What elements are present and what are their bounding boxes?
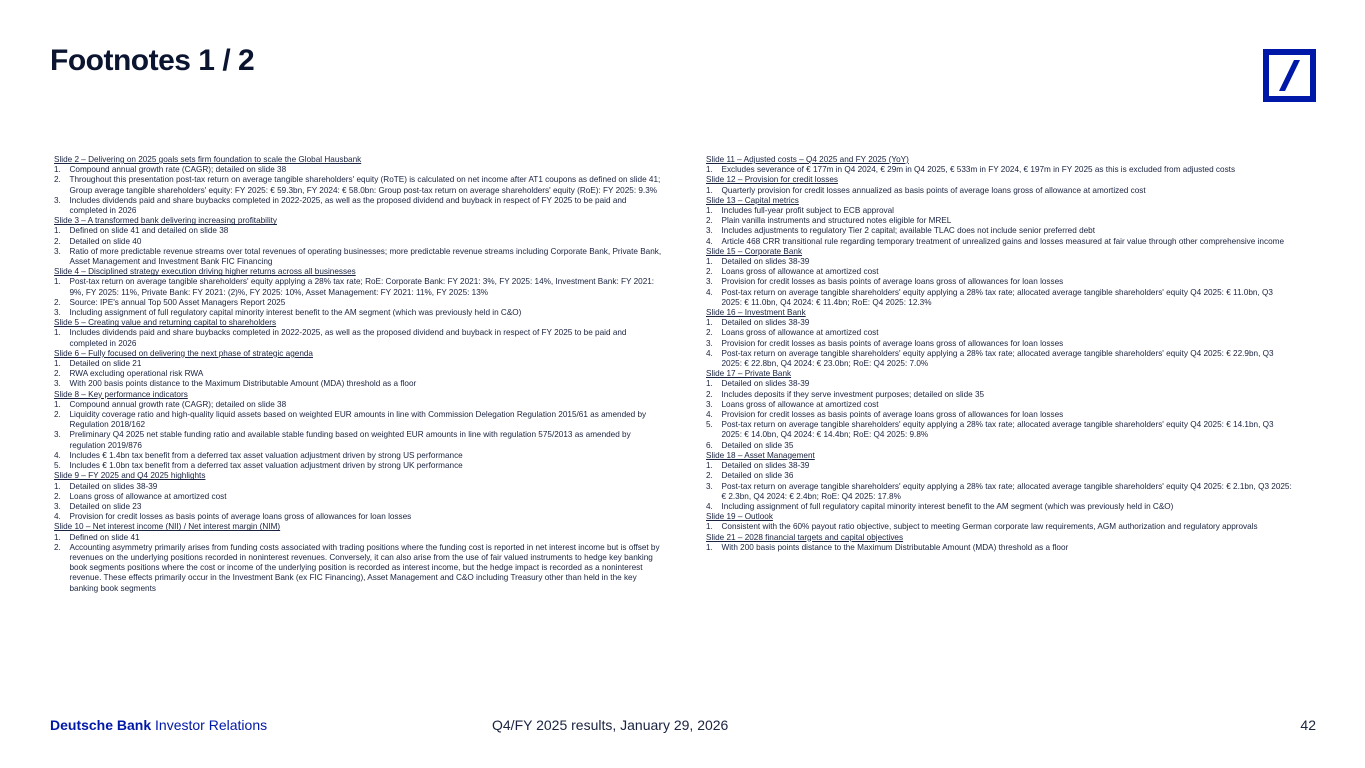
footnote-text: Detailed on slide 36 bbox=[721, 471, 794, 481]
footnote-text: Loans gross of allowance at amortized cost bbox=[721, 399, 879, 409]
footnote-item bbox=[706, 349, 1292, 369]
footnote-number: 2. bbox=[54, 369, 61, 379]
logo-slash-icon bbox=[1263, 49, 1316, 102]
footnote-item bbox=[54, 359, 666, 369]
footnote-text: Detailed on slides 38-39 bbox=[721, 461, 810, 471]
footnote-number: 1. bbox=[706, 542, 713, 552]
section-heading: Slide 2 – Delivering on 2025 goals sets firm foundation to scale the Global Hausbank bbox=[54, 155, 362, 164]
footnote-text: Post-tax return on average tangible shareholders' equity applying a 28% tax rate; allocated average tangible shareholders' equity Q4 2025: € 22.9bn, Q3 2025: € 22.8bn, Q4 2024: € 23.0bn; RoE: Q4 2025: 7.0% bbox=[721, 348, 1274, 369]
footnote-number: 4. bbox=[706, 501, 713, 511]
footnote-text: Includes € 1.0bn tax benefit from a deferred tax asset valuation adjustment driven by strong UK performance bbox=[69, 461, 463, 471]
footnote-item bbox=[706, 522, 1292, 532]
footnote-number: 1. bbox=[54, 165, 61, 175]
footnote-text: Detailed on slide 21 bbox=[69, 359, 142, 369]
footnote-text: Provision for credit losses as basis points of average loans gross of allowances for loan losses bbox=[721, 338, 1064, 348]
footnote-item bbox=[706, 400, 1292, 410]
footer-brand-name: Deutsche Bank bbox=[50, 717, 152, 733]
footnote-number: 3. bbox=[706, 226, 713, 236]
footnote-item bbox=[54, 410, 666, 430]
footnote-text: Includes full-year profit subject to ECB approval bbox=[721, 206, 894, 216]
footnote-number: 2. bbox=[706, 267, 713, 277]
footnote-item bbox=[54, 308, 666, 318]
footnote-text: Detailed on slides 38-39 bbox=[721, 379, 810, 389]
footnote-number: 2. bbox=[706, 389, 713, 399]
footnote-item bbox=[54, 543, 666, 594]
footnote-item bbox=[706, 420, 1292, 440]
section-heading: Slide 16 – Investment Bank bbox=[706, 308, 806, 318]
footer-brand-suffix: Investor Relations bbox=[151, 717, 268, 733]
footnote-number: 2. bbox=[706, 216, 713, 226]
section-heading: Slide 21 – 2028 financial targets and capital objectives bbox=[706, 532, 904, 542]
footnote-number: 1. bbox=[706, 165, 713, 175]
footnote-text: Defined on slide 41 and detailed on slide 38 bbox=[69, 226, 229, 236]
section-heading: Slide 13 – Capital metrics bbox=[706, 195, 799, 205]
footnote-text: Liquidity coverage ratio and high-quality liquid assets based on weighted EUR amounts in line with Commission Delegation Regulation 2015/61 as amended by Regulation 2018/162 bbox=[69, 410, 647, 430]
footnote-number: 3. bbox=[706, 277, 713, 287]
footer-event: Q4/FY 2025 results, January 29, 2026 bbox=[492, 717, 729, 733]
footnote-item bbox=[706, 471, 1292, 481]
section-heading: Slide 18 – Asset Management bbox=[706, 450, 815, 460]
footnote-number: 1. bbox=[706, 379, 713, 389]
footnote-number: 4. bbox=[706, 348, 713, 358]
footnote-text: Detailed on slide 40 bbox=[69, 236, 142, 246]
footnotes-column-right bbox=[706, 155, 1292, 553]
footnote-text: Source: IPE's annual Top 500 Asset Managers Report 2025 bbox=[69, 297, 286, 307]
footnote-number: 3. bbox=[54, 246, 61, 256]
footnote-text: Article 468 CRR transitional rule regarding temporary treatment of unrealized gains and losses measured at fair value through other comprehensive income bbox=[721, 236, 1284, 246]
footnote-text: Detailed on slides 38-39 bbox=[69, 481, 158, 491]
footnote-item bbox=[706, 318, 1292, 328]
footnote-item bbox=[54, 298, 666, 308]
footnote-text: Detailed on slide 23 bbox=[69, 501, 142, 511]
footnote-text: Detailed on slide 35 bbox=[721, 440, 794, 450]
footnote-number: 1. bbox=[706, 185, 713, 195]
footnote-number: 3. bbox=[706, 399, 713, 409]
footnote-text: Post-tax return on average tangible shareholders' equity applying a 28% tax rate; allocated average tangible shareholders' equity Q4 2025: € 11.0bn, Q3 2025: € 11.0bn, Q4 2024: € 11.4bn; RoE: Q4 2025: 12.3% bbox=[721, 287, 1273, 307]
footnote-number: 2. bbox=[706, 471, 713, 481]
footnotes-column-left bbox=[54, 155, 666, 594]
footnote-item bbox=[706, 339, 1292, 349]
footnote-text: Detailed on slides 38-39 bbox=[721, 257, 810, 267]
footnote-text: Provision for credit losses as basis points of average loans gross of allowances for loan losses bbox=[69, 512, 412, 522]
footnote-item bbox=[706, 257, 1292, 267]
section-heading: Slide 15 – Corporate Bank bbox=[706, 246, 803, 256]
footnote-number: 4. bbox=[706, 287, 713, 297]
footnote-item bbox=[706, 379, 1292, 389]
section-heading: Slide 10 – Net interest income (NII) / Net interest margin (NIM) bbox=[54, 522, 281, 532]
footnote-item bbox=[706, 216, 1292, 226]
footnote-item bbox=[706, 441, 1292, 451]
footnote-item bbox=[706, 543, 1292, 553]
footnote-text: Including assignment of full regulatory capital minority interest benefit to the AM segment (which was previously held in C&O) bbox=[721, 501, 1174, 511]
footnote-number: 2. bbox=[54, 410, 61, 420]
footnote-text: Throughout this presentation post-tax return on average tangible shareholders' equity (RoTE) is calculated on net income after AT1 coupons as defined on slide 41; Group average tangible shareholders' equity: FY 2025: € 59.3bn, FY 2024: € 58.0bn: Group post-tax return on average shareholders' equity (RoE): FY 2025: 9.3% bbox=[69, 175, 661, 195]
footnote-number: 2. bbox=[54, 175, 61, 185]
footnote-text: Post-tax return on average tangible shareholders' equity applying a 28% tax rate; allocated average tangible shareholders' equity Q4 2025: € 2.1bn, Q3 2025: € 2.3bn, Q4 2024: € 2.4bn; RoE: Q4 2025: 17.8% bbox=[721, 481, 1292, 501]
footnote-item bbox=[54, 512, 666, 522]
footnote-item bbox=[706, 237, 1292, 247]
footnote-number: 3. bbox=[54, 195, 61, 205]
footnote-item bbox=[54, 400, 666, 410]
footnote-item bbox=[706, 390, 1292, 400]
footnote-item bbox=[706, 267, 1292, 277]
footnote-text: Includes deposits if they serve investment purposes; detailed on slide 35 bbox=[721, 389, 985, 399]
deutsche-bank-logo bbox=[1263, 49, 1316, 102]
footnote-text: Includes dividends paid and share buybacks completed in 2022-2025, as well as the proposed dividend and buyback in respect of FY 2025 to be paid and completed in 2026 bbox=[69, 328, 627, 348]
footnote-item bbox=[706, 502, 1292, 512]
footnote-text: Includes dividends paid and share buybacks completed in 2022-2025, as well as the proposed dividend and buyback in respect of FY 2025 to be paid and completed in 2026 bbox=[69, 195, 627, 216]
footnote-item bbox=[54, 226, 666, 236]
section-heading: Slide 4 – Disciplined strategy execution driving higher returns across all businesses bbox=[54, 267, 356, 277]
footnote-number: 1. bbox=[706, 206, 713, 216]
footnote-item bbox=[54, 461, 666, 471]
footnote-item bbox=[54, 369, 666, 379]
footnote-text: Quarterly provision for credit losses annualized as basis points of average loans gross of allowance at amortized cost bbox=[721, 185, 1146, 195]
footnote-number: 4. bbox=[706, 410, 713, 420]
footnote-item bbox=[54, 502, 666, 512]
footnote-number: 2. bbox=[54, 542, 61, 552]
footnote-number: 4. bbox=[54, 450, 61, 460]
footnote-item bbox=[54, 482, 666, 492]
footnote-item bbox=[706, 288, 1292, 308]
footnote-number: 5. bbox=[706, 420, 713, 430]
footnote-text: Preliminary Q4 2025 net stable funding ratio and available stable funding based on weighted EUR amounts in line with regulation 575/2013 as amended by regulation 2019/876 bbox=[69, 430, 631, 450]
footnote-number: 3. bbox=[706, 481, 713, 491]
footnote-number: 1. bbox=[54, 277, 61, 287]
footnote-text: Defined on slide 41 bbox=[69, 532, 140, 542]
footnote-item bbox=[54, 247, 666, 267]
footnote-item bbox=[706, 277, 1292, 287]
footnote-text: Compound annual growth rate (CAGR); detailed on slide 38 bbox=[69, 165, 287, 175]
footnote-text: Ratio of more predictable revenue streams over total revenues of operating businesses; more predictable revenue streams including Corporate Bank, Private Bank, Asset Management and Investment Bank FIC Financing bbox=[69, 246, 662, 267]
section-heading: Slide 6 – Fully focused on delivering the next phase of strategic agenda bbox=[54, 348, 313, 358]
footnote-number: 1. bbox=[54, 359, 61, 369]
footnote-item bbox=[54, 196, 666, 216]
page-number: 42 bbox=[1300, 717, 1316, 733]
footnote-text: Post-tax return on average tangible shareholders' equity applying a 28% tax rate; allocated average tangible shareholders' equity Q4 2025: € 14.1bn, Q3 2025: € 14.0bn, Q4 2024: € 14.4bn; RoE: Q4 2025: 9.8% bbox=[721, 420, 1274, 440]
footnote-number: 4. bbox=[706, 236, 713, 246]
footnote-item bbox=[706, 482, 1292, 502]
section-heading: Slide 9 – FY 2025 and Q4 2025 highlights bbox=[54, 471, 206, 481]
footnote-number: 1. bbox=[706, 257, 713, 267]
footnote-item bbox=[54, 165, 666, 175]
footnote-item bbox=[54, 492, 666, 502]
footnote-text: Provision for credit losses as basis points of average loans gross of allowances for loan losses bbox=[721, 277, 1064, 287]
footnote-item bbox=[706, 410, 1292, 420]
footnote-text: Accounting asymmetry primarily arises from funding costs associated with trading positions where the funding cost is reported in net interest income but is offset by revenues on the underlying positions recorded in noninterest revenues. Conversely, it can also arise from the use of fair valued instruments to hedge key banking book segments positions where the cost or income of the underlying position is recorded as interest income, but the hedge impact is recorded as a noninterest revenue. These effects primarily occur in the Investment Bank (ex FIC Financing), Asset Management and C&O including Treasury other than held in the key banking book segments bbox=[69, 542, 660, 593]
footnote-number: 1. bbox=[54, 481, 61, 491]
footnote-text: Includes adjustments to regulatory Tier 2 capital; available TLAC does not include senior preferred debt bbox=[721, 226, 1096, 236]
footnote-text: RWA excluding operational risk RWA bbox=[69, 369, 204, 379]
footer-brand bbox=[50, 717, 267, 733]
footnote-number: 1. bbox=[706, 461, 713, 471]
footnote-text: Post-tax return on average tangible shareholders' equity applying a 28% tax rate; RoE: Corporate Bank: FY 2021: 3%, FY 2025: 14%, Investment Bank: FY 2021: 9%, FY 2025: 11%, Private Bank: FY 2021: (2)%, FY 2025: 10%, Asset Management: FY 2021: 11%, FY 2025: 13% bbox=[69, 277, 655, 297]
footnote-item bbox=[54, 379, 666, 389]
footnote-text: Loans gross of allowance at amortized cost bbox=[69, 491, 227, 501]
footnote-number: 3. bbox=[54, 430, 61, 440]
section-heading: Slide 8 – Key performance indicators bbox=[54, 389, 188, 399]
section-heading: Slide 5 – Creating value and returning capital to shareholders bbox=[54, 318, 277, 328]
footnote-item bbox=[706, 165, 1292, 175]
footnote-item bbox=[706, 186, 1292, 196]
section-heading: Slide 12 – Provision for credit losses bbox=[706, 175, 838, 185]
footnote-number: 1. bbox=[54, 532, 61, 542]
footnote-text: Excludes severance of € 177m in Q4 2024, € 29m in Q4 2025, € 533m in FY 2024, € 197m in FY 2025 as this is excluded from adjusted costs bbox=[721, 165, 1236, 175]
footnote-item bbox=[706, 328, 1292, 338]
footnote-item bbox=[54, 533, 666, 543]
footnote-item bbox=[54, 451, 666, 461]
footnote-item bbox=[54, 175, 666, 195]
section-heading: Slide 11 – Adjusted costs – Q4 2025 and FY 2025 (YoY) bbox=[706, 155, 909, 164]
footnote-item bbox=[54, 430, 666, 450]
footnote-number: 3. bbox=[54, 379, 61, 389]
footnote-number: 5. bbox=[54, 461, 61, 471]
footnote-item bbox=[54, 237, 666, 247]
footnote-number: 1. bbox=[54, 328, 61, 338]
footnote-number: 6. bbox=[706, 440, 713, 450]
footnote-item bbox=[706, 226, 1292, 236]
footnote-number: 1. bbox=[54, 226, 61, 236]
footnote-text: With 200 basis points distance to the Maximum Distributable Amount (MDA) threshold as a floor bbox=[721, 542, 1069, 552]
footnote-text: Loans gross of allowance at amortized cost bbox=[721, 267, 879, 277]
footnote-text: Including assignment of full regulatory capital minority interest benefit to the AM segment (which was previously held in C&O) bbox=[69, 308, 522, 318]
footnote-text: Provision for credit losses as basis points of average loans gross of allowances for loan losses bbox=[721, 410, 1064, 420]
footnote-number: 1. bbox=[706, 318, 713, 328]
footnote-number: 1. bbox=[54, 399, 61, 409]
footnote-number: 2. bbox=[54, 236, 61, 246]
footnote-item bbox=[54, 277, 666, 297]
footnote-text: Loans gross of allowance at amortized cost bbox=[721, 328, 879, 338]
footnote-number: 3. bbox=[54, 308, 61, 318]
section-heading: Slide 17 – Private Bank bbox=[706, 369, 792, 379]
footnote-item bbox=[706, 206, 1292, 216]
footnote-text: Consistent with the 60% payout ratio objective, subject to meeting German corporate law requirements, AGM authorization and regulatory approvals bbox=[721, 522, 1258, 532]
footnote-number: 3. bbox=[706, 338, 713, 348]
footnote-text: Plain vanilla instruments and structured notes eligible for MREL bbox=[721, 216, 952, 226]
footnote-text: Detailed on slides 38-39 bbox=[721, 318, 810, 328]
section-heading: Slide 19 – Outlook bbox=[706, 512, 773, 522]
footnote-number: 4. bbox=[54, 512, 61, 522]
section-heading: Slide 3 – A transformed bank delivering increasing profitability bbox=[54, 216, 278, 226]
footnote-number: 1. bbox=[706, 522, 713, 532]
footnote-text: Compound annual growth rate (CAGR); detailed on slide 38 bbox=[69, 399, 287, 409]
footnote-number: 2. bbox=[54, 297, 61, 307]
footnote-number: 3. bbox=[54, 501, 61, 511]
footnote-text: With 200 basis points distance to the Maximum Distributable Amount (MDA) threshold as a floor bbox=[69, 379, 417, 389]
footnote-text: Includes € 1.4bn tax benefit from a deferred tax asset valuation adjustment driven by strong US performance bbox=[69, 450, 463, 460]
footnote-item bbox=[54, 328, 666, 348]
footnote-number: 2. bbox=[54, 491, 61, 501]
footnote-number: 2. bbox=[706, 328, 713, 338]
page-title: Footnotes 1 / 2 bbox=[50, 44, 255, 77]
footnote-item bbox=[706, 461, 1292, 471]
